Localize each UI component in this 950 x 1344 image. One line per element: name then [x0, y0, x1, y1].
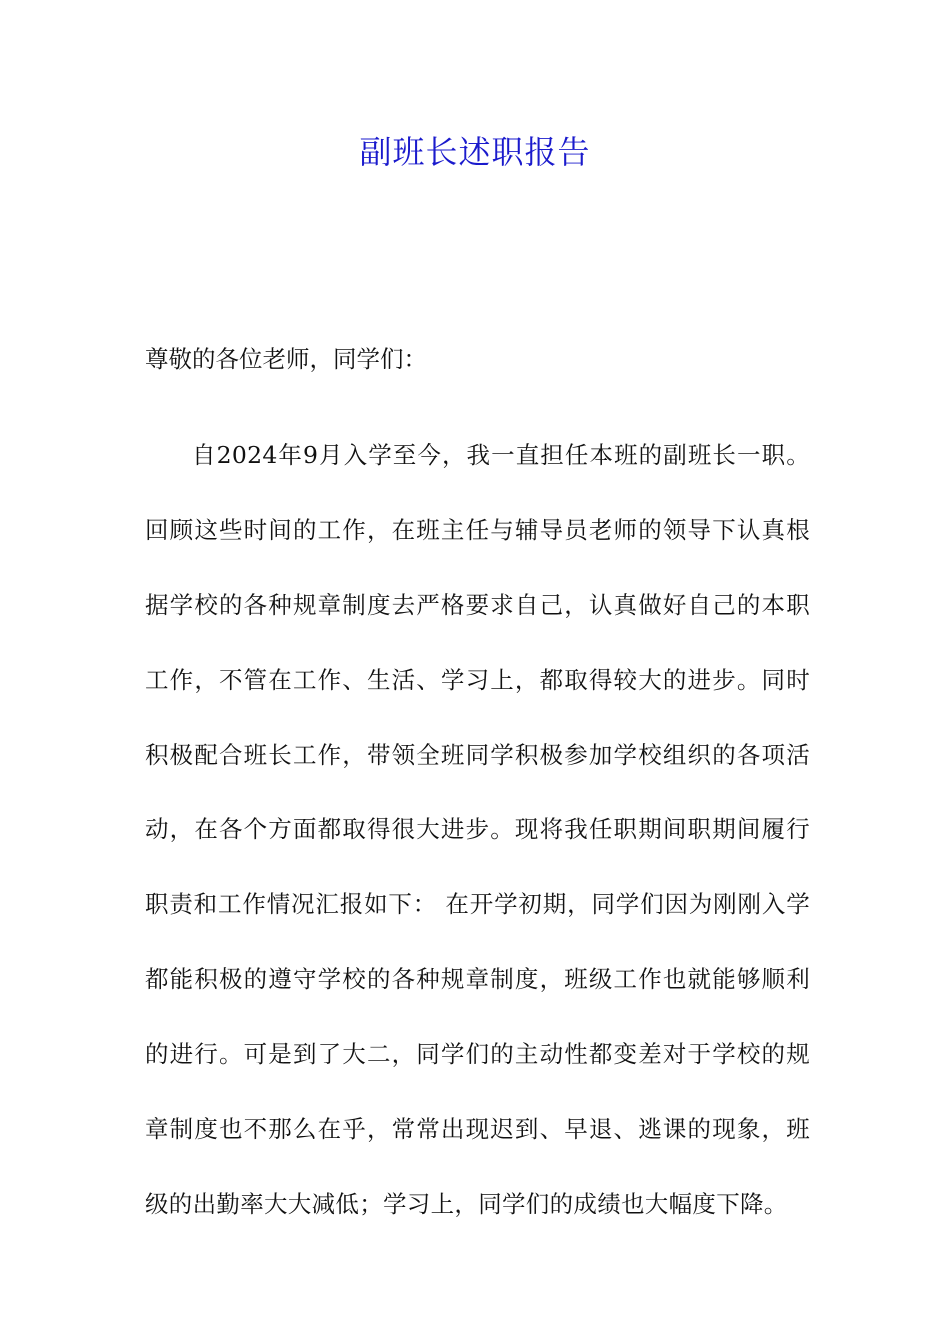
paragraph-line: 章制度也不那么在乎，常常出现迟到、早退、逃课的现象，班: [145, 1115, 810, 1144]
paragraph-line: 都能积极的遵守学校的各种规章制度，班级工作也就能够顺利: [145, 965, 810, 994]
salutation: 尊敬的各位老师，同学们：: [145, 345, 427, 373]
paragraph-line: 据学校的各种规章制度去严格要求自己，认真做好自己的本职: [145, 590, 810, 619]
paragraph-line: 动，在各个方面都取得很大进步。现将我任职期间职期间履行: [145, 815, 810, 844]
paragraph-line: 工作，不管在工作、生活、学习上，都取得较大的进步。同时: [145, 665, 810, 694]
document-title: 副班长述职报告: [359, 133, 591, 171]
paragraph-line: 级的出勤率大大减低；学习上，同学们的成绩也大幅度下降。: [145, 1189, 788, 1218]
paragraph-line: 职责和工作情况汇报如下： 在开学初期，同学们因为刚刚入学: [145, 890, 810, 919]
paragraph-line: 回顾这些时间的工作，在班主任与辅导员老师的领导下认真根: [145, 515, 810, 544]
paragraph-line: 自2024年9月入学至今，我一直担任本班的副班长一职。: [192, 441, 810, 469]
body-paragraph: [145, 418, 810, 1242]
paragraph-line: 的进行。可是到了大二，同学们的主动性都变差对于学校的规: [145, 1040, 810, 1069]
paragraph-line: 积极配合班长工作，带领全班同学积极参加学校组织的各项活: [145, 740, 810, 769]
